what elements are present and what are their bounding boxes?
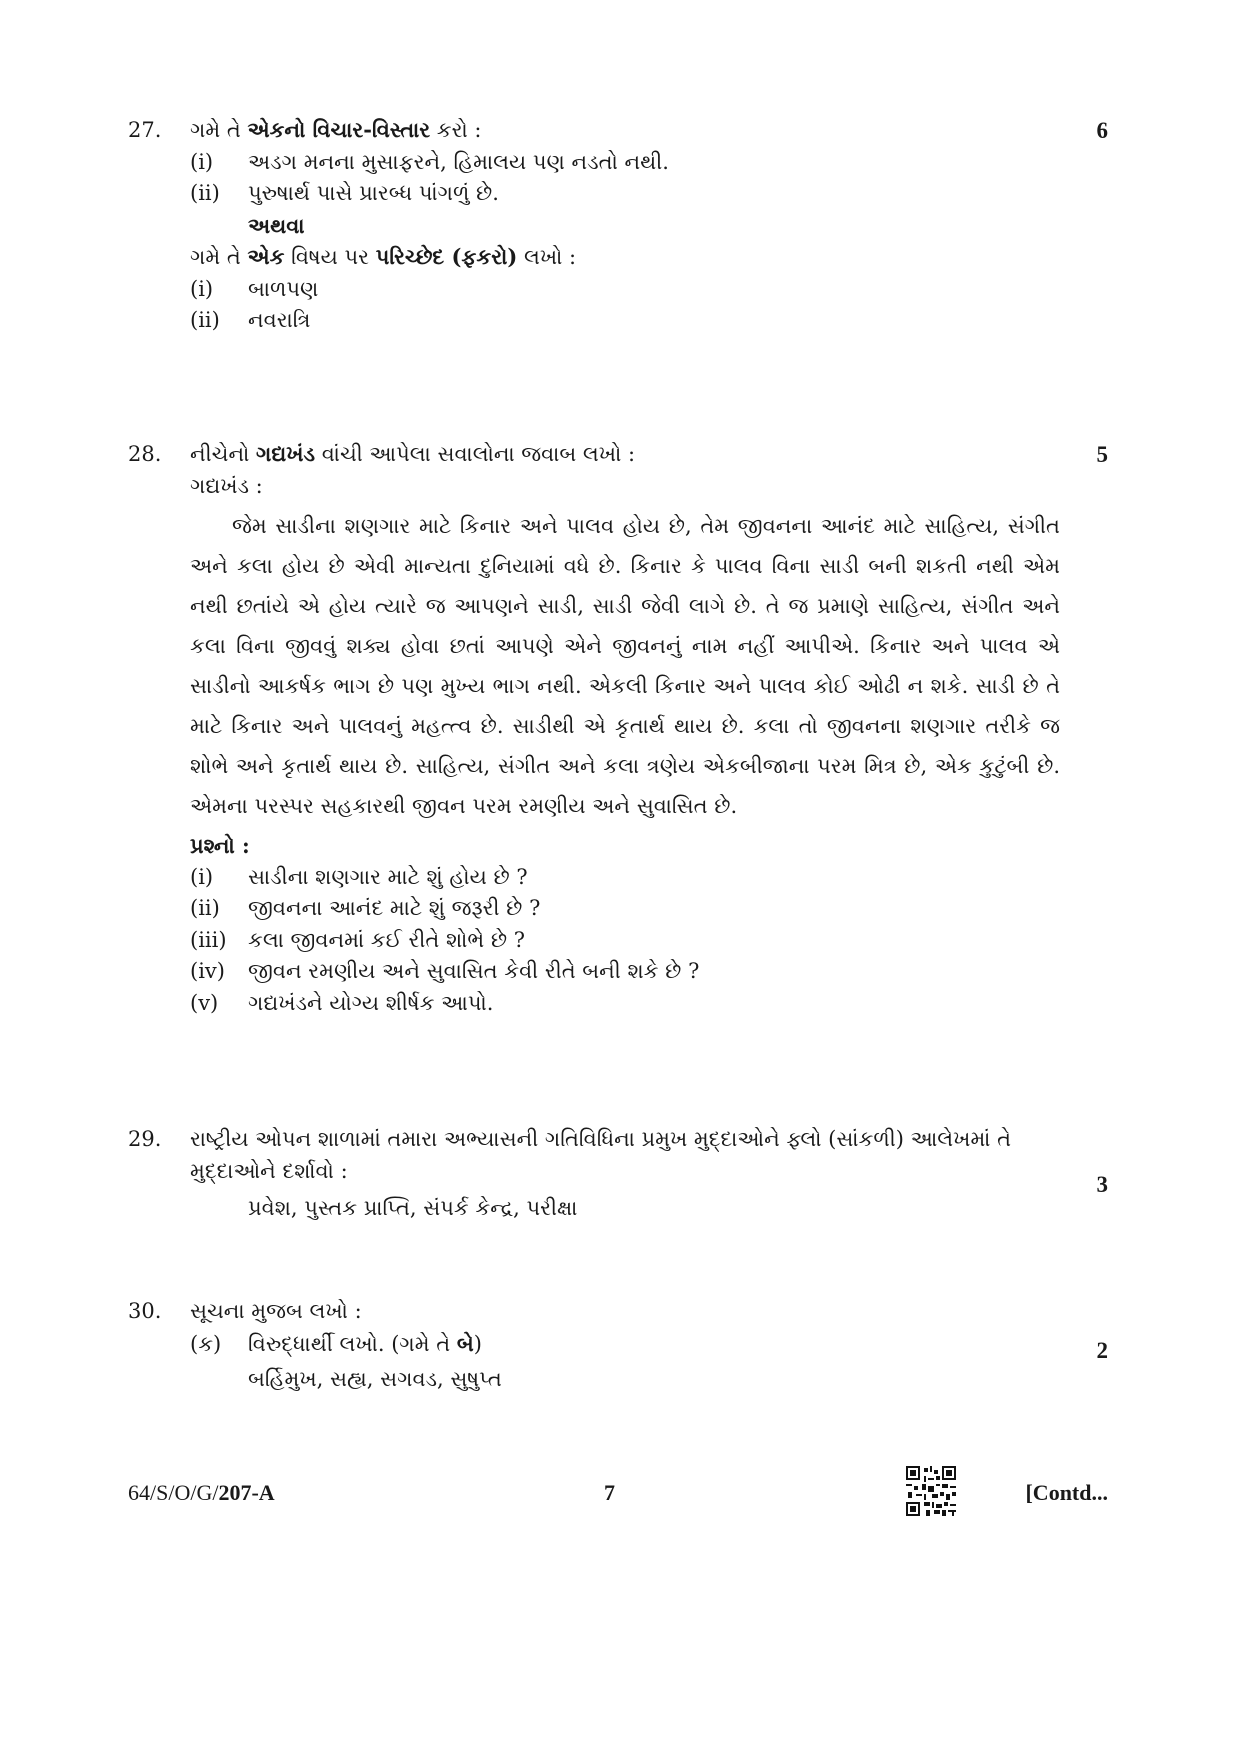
list-item: (i) અડગ મનના મુસાફરને, હિમાલય પણ નડતો નથી. [190,149,669,174]
marks: 5 [1096,442,1108,467]
question-number: 27. [128,118,162,142]
question-prompt: ગમે તે એકનો વિચાર-વિસ્તાર કરો : [190,117,482,142]
list-item: (ii) જીવનના આનંદ માટે શું જરૂરી છે ? [190,896,541,920]
question-prompt: નીચેનો ગદ્યખંડ વાંચી આપેલા સવાલોના જવાબ લખો : [190,441,636,466]
paper-code: 64/S/O/G/207-A [128,1480,275,1505]
list-item: (ii) પુરુષાર્થ પાસે પ્રારબ્ધ પાંગળું છે. [190,181,499,205]
flow-points: પ્રવેશ, પુસ્તક પ્રાપ્તિ, સંપર્ક કેન્દ્ર, પરીક્ષા [248,1196,578,1220]
question-number: 28. [128,442,162,466]
question-number: 29. [128,1127,162,1151]
list-item: (v) ગદ્યખંડને યોગ્ય શીર્ષક આપો. [190,990,494,1015]
page-number: 7 [604,1480,615,1505]
question-27 [128,114,1108,337]
marks: 6 [1096,118,1108,143]
question-prompt: સૂચના મુજબ લખો : [190,1299,362,1323]
marks: 3 [1096,1172,1108,1197]
list-item: (ii) નવરાત્રિ [190,308,311,332]
question-30 [128,1296,1108,1396]
sub-question: (ક) વિરુદ્ધાર્થી લખો. (ગમે તે બે) [190,1330,482,1356]
questions-label: પ્રશ્નો : [190,833,250,858]
list-item: (iii) કલા જીવનમાં કઈ રીતે શોભે છે ? [190,927,526,952]
question-28 [128,438,1108,1019]
or-separator: અથવા [248,212,305,238]
passage-label: ગદ્યખંડ : [190,473,263,498]
question-prompt: રાષ્ટ્રીય ઓપન શાળામાં તમારા અભ્યાસની ગતિવિધિના પ્રમુખ મુદ્દાઓને ફ્લો (સાંકળી) આલેખમાં તે મુદ્દાઓને દર્શાવો : [190,1127,1012,1183]
alternative-prompt: ગમે તે એક વિષય પર પરિચ્છેદ (ફકરો) લખો : [190,244,577,269]
question-number: 30. [128,1299,162,1323]
question-29 [128,1124,1108,1225]
page-footer [128,1466,1108,1516]
list-item: (iv) જીવન રમણીય અને સુવાસિત કેવી રીતે બની શકે છે ? [190,959,700,983]
list-item: (i) બાળપણ [190,276,319,301]
list-item: (i) સાડીના શણગાર માટે શું હોય છે ? [190,864,528,889]
marks: 2 [1096,1338,1108,1363]
qr-code-icon [906,1466,956,1516]
word-list: બર્હિમુખ, સહ્ય, સગવડ, સુષુપ્ત [248,1367,502,1391]
continued-label: [Contd... [1025,1480,1108,1505]
passage: જેમ સાડીના શણગાર માટે કિનાર અને પાલવ હોય છે, તેમ જીવનના આનંદ માટે સાહિત્ય, સંગીત અને કલા હોય છે એવી માન્યતા દુનિયામાં વધે છે. કિનાર કે પાલવ વિના સાડી બની શકતી નથી એમ નથી છતાંયે એ હોય ત્યારે જ આપણને સાડી, સાડી જેવી લાગે છે. તે જ પ્રમાણે સાહિત્ય, સંગીત અને કલા વિના જીવવું શક્ય હોવા છતાં આપણે એને જીવનનું નામ નહીં આપીએ. કિનાર અને પાલવ એ સાડીનો આકર્ષક ભાગ છે પણ મુખ્ય ભાગ નથી. એકલી કિનાર અને પાલવ કોઈ ઓઢી ન શકે. સાડી છે તે માટે કિનાર અને પાલવનું મહત્ત્વ છે. સાડીથી એ કૃતાર્થ થાય છે. કલા તો જીવનના શણગાર તરીકે જ શોભે અને કૃતાર્થ થાય છે. સાહિત્ય, સંગીત અને કલા ત્રણેય એકબીજાના પરમ મિત્ર છે, એક કુટુંબી છે. એમના પરસ્પર સહકારથી જીવન પરમ રમણીય અને સુવાસિત છે. [190,514,1060,818]
